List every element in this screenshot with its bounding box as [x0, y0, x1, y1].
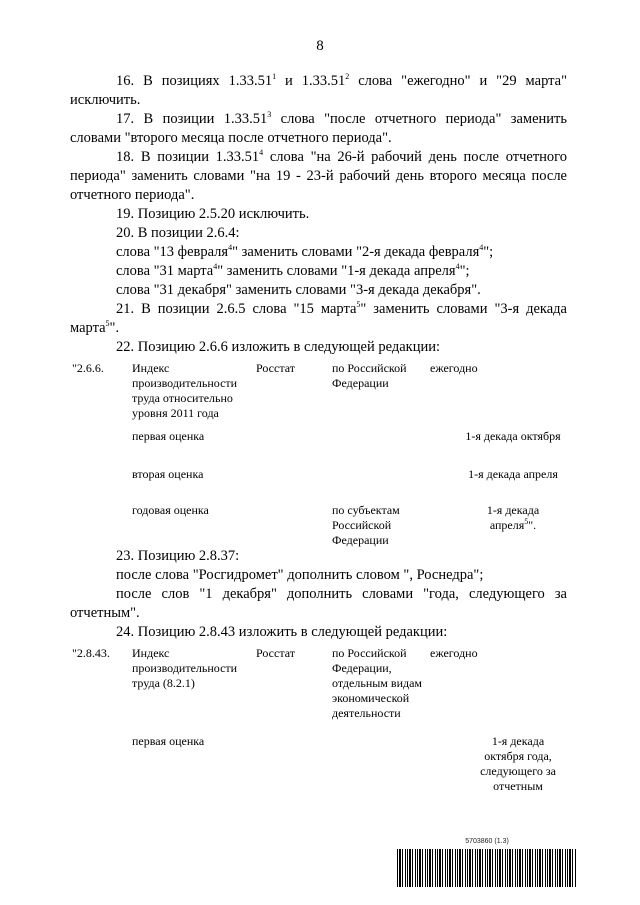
item-22: 22. Позицию 2.6.6 изложить в следующей редакции:	[116, 339, 441, 355]
source-agency: Росстат	[256, 646, 295, 660]
estimate-deadline: 1-я декада октября года, следующего за отчетным	[480, 734, 556, 793]
estimate-label: годовая оценка	[132, 503, 209, 517]
estimate-deadline: 1-я декада апреля$^5$".	[486, 503, 540, 532]
region-scope: по субъектам Российской Федерации	[332, 503, 400, 547]
item-20-line-1: слова "13 февраля$^4$" заменить словами "2-я декада февраля$^4$";	[116, 243, 494, 260]
estimate-label: первая оценка	[132, 734, 205, 748]
item-20-line-3: слова "31 декабря" заменить словами "3-я декада декабря".	[116, 282, 481, 298]
indicator-name: Индекс производительности труда относительно уровня 2011 года	[132, 361, 238, 420]
table-row-number: "2.6.6.	[72, 361, 104, 375]
page-number: 8	[316, 38, 324, 54]
item-17: 17. В позиции 1.33.51$^3$ слова "после отчетного периода" заменить словами "второго месяца после отчетного периода".	[70, 110, 568, 146]
source-agency: Росстат	[256, 361, 295, 375]
periodicity: ежегодно	[430, 361, 478, 375]
region-scope: по Российской Федерации	[332, 361, 407, 390]
barcode	[397, 838, 577, 890]
table-row-number: "2.8.43.	[72, 646, 110, 660]
estimate-label: первая оценка	[132, 429, 205, 443]
estimate-deadline: 1-я декада октября	[465, 429, 561, 443]
item-18: 18. В позиции 1.33.51$^4$ слова "на 26-й рабочий день после отчетного периода" заменить словами "на 19 - 23-й рабочий день второго месяца после отчетного периода".	[70, 148, 567, 203]
item-24: 24. Позицию 2.8.43 изложить в следующей редакции:	[116, 624, 448, 640]
item-16: 16. В позициях 1.33.51$^1$ и 1.33.51$^2$ слова "ежегодно" и "29 марта" исключить.	[70, 72, 567, 108]
item-19: 19. Позицию 2.5.20 исключить.	[116, 206, 310, 222]
periodicity: ежегодно	[430, 646, 478, 660]
item-20: 20. В позиции 2.6.4:	[116, 225, 240, 241]
item-23-line-2: после слов "1 декабря" дополнить словами "года, следующего за отчетным".	[70, 586, 567, 621]
item-20-line-2: слова "31 марта$^4$" заменить словами "1-я декада апреля$^4$";	[116, 262, 470, 279]
estimate-label: вторая оценка	[132, 467, 204, 481]
document-body	[70, 72, 567, 796]
region-scope: по Российской Федерации, отдельным видам экономической деятельности	[332, 646, 423, 720]
item-23: 23. Позицию 2.8.37:	[116, 548, 240, 564]
barcode-bars	[397, 849, 577, 887]
indicator-name: Индекс производительности труда (8.2.1)	[132, 646, 238, 690]
barcode-number: 5703860 (1.3)	[465, 838, 509, 845]
item-23-line-1: после слова "Росгидромет" дополнить словом ", Роснедра";	[116, 567, 484, 583]
table-position-2-8-43	[70, 646, 567, 796]
item-21: 21. В позиции 2.6.5 слова "15 марта$^5$" заменить словами "3-я декада марта$^5$".	[70, 300, 567, 336]
estimate-deadline: 1-я декада апреля	[468, 467, 558, 481]
table-position-2-6-6	[70, 361, 567, 547]
